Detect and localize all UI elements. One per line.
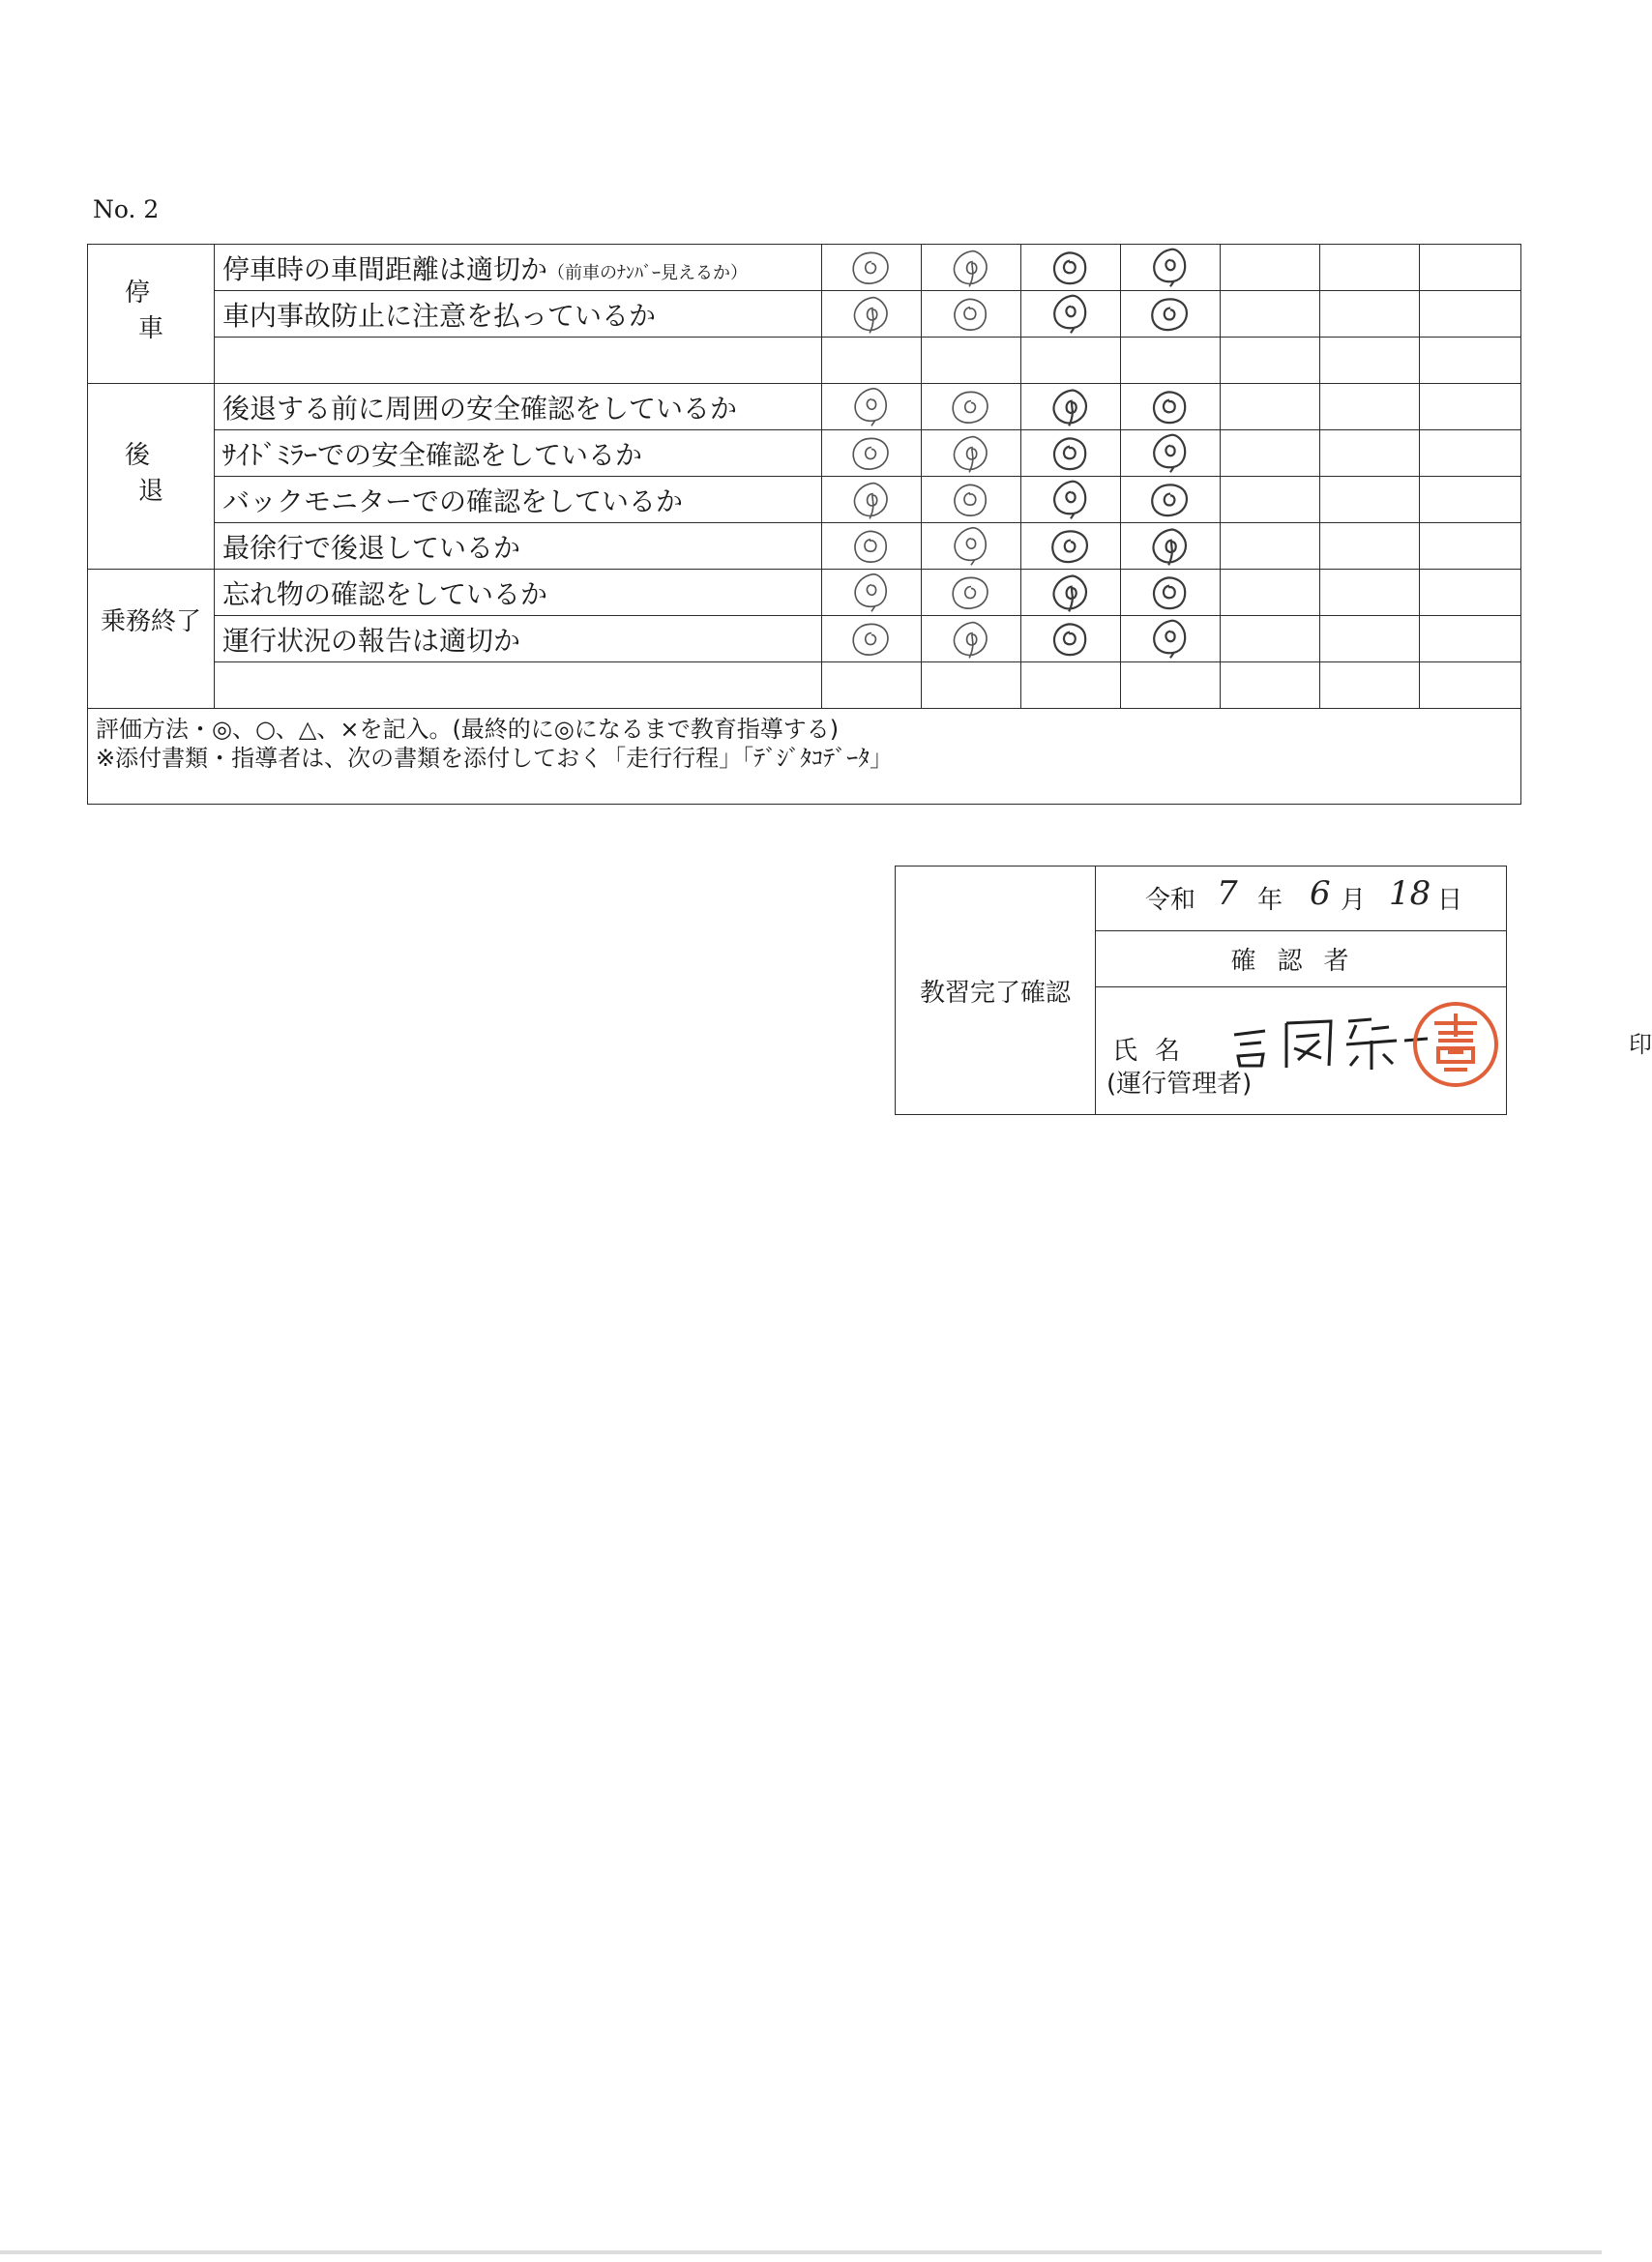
evaluation-cell xyxy=(922,338,1021,384)
evaluation-cell xyxy=(922,523,1021,570)
evaluation-cell xyxy=(922,245,1021,291)
evaluation-cell xyxy=(1420,245,1521,291)
evaluation-cell xyxy=(1021,523,1121,570)
evaluation-cell xyxy=(922,291,1021,338)
evaluation-cell xyxy=(1420,384,1521,430)
date-month-handwritten: 6 xyxy=(1310,874,1331,913)
evaluation-cell xyxy=(922,570,1021,616)
evaluation-cell xyxy=(922,477,1021,523)
evaluation-cell xyxy=(1420,616,1521,662)
double-circle-mark xyxy=(844,292,899,337)
evaluation-cell xyxy=(1320,523,1420,570)
double-circle-mark xyxy=(844,246,899,290)
evaluation-cell xyxy=(1221,245,1320,291)
table-row xyxy=(88,662,1521,709)
table-row xyxy=(88,523,1521,570)
evaluation-cell xyxy=(1021,616,1121,662)
double-circle-mark xyxy=(1143,478,1197,522)
double-circle-mark xyxy=(1143,385,1197,429)
document-number: No. 2 xyxy=(93,195,160,223)
evaluation-cell xyxy=(922,430,1021,477)
date-year-unit: 年 xyxy=(1257,886,1283,915)
double-circle-mark xyxy=(1044,524,1098,569)
double-circle-mark xyxy=(1143,617,1197,661)
evaluation-cell xyxy=(1121,245,1221,291)
evaluation-cell xyxy=(1320,477,1420,523)
double-circle-mark xyxy=(844,385,899,429)
operation-manager-label: (運行管理者) xyxy=(1106,1070,1253,1099)
date-era: 令和 xyxy=(1145,886,1196,915)
evaluation-table xyxy=(87,244,1521,805)
double-circle-mark xyxy=(944,246,998,290)
evaluation-method-note: 評価方法・◎、○、△、×を記入。(最終的に◎になるまで教育指導する) xyxy=(96,716,840,743)
evaluation-cell xyxy=(1320,662,1420,709)
table-row xyxy=(88,616,1521,662)
double-circle-mark xyxy=(844,524,899,569)
evaluation-cell xyxy=(1420,477,1521,523)
check-item-text: 運行状況の報告は適切か xyxy=(222,624,521,657)
check-item-text: ｻｲﾄﾞﾐﾗｰでの安全確認をしているか xyxy=(222,438,643,471)
check-item-text: 停車時の車間距離は適切か xyxy=(222,252,548,285)
table-row xyxy=(88,291,1521,338)
double-circle-mark xyxy=(944,385,998,429)
evaluation-cell xyxy=(1021,245,1121,291)
evaluation-cell xyxy=(822,523,922,570)
double-circle-mark xyxy=(1044,246,1098,290)
evaluation-cell xyxy=(1021,291,1121,338)
evaluation-cell xyxy=(1121,616,1221,662)
category-cell xyxy=(88,384,215,570)
evaluation-cell xyxy=(822,616,922,662)
check-item-cell xyxy=(215,616,822,662)
evaluation-cell xyxy=(1121,291,1221,338)
double-circle-mark xyxy=(1143,246,1197,290)
category-label: 乗務終了 xyxy=(100,607,201,636)
category-cell xyxy=(88,570,215,709)
evaluation-cell xyxy=(1121,338,1221,384)
evaluation-cell xyxy=(1221,616,1320,662)
double-circle-mark xyxy=(1143,431,1197,476)
check-item-cell xyxy=(215,291,822,338)
category-cell xyxy=(88,245,215,384)
check-item-text: 最徐行で後退しているか xyxy=(222,531,521,564)
evaluation-cell xyxy=(1221,523,1320,570)
double-circle-mark xyxy=(1044,571,1098,615)
evaluation-cell xyxy=(822,245,922,291)
evaluation-cell xyxy=(1420,662,1521,709)
category-label: 後 退 xyxy=(124,440,191,506)
evaluation-cell xyxy=(822,570,922,616)
double-circle-mark xyxy=(844,478,899,522)
check-item-text: バックモニターでの確認をしているか xyxy=(222,485,684,517)
evaluation-cell xyxy=(1320,291,1420,338)
evaluation-cell xyxy=(1021,430,1121,477)
evaluation-cell xyxy=(1021,570,1121,616)
double-circle-mark xyxy=(1143,524,1197,569)
evaluation-cell xyxy=(1121,662,1221,709)
evaluation-cell xyxy=(1221,662,1320,709)
check-item-text: 後退する前に周囲の安全確認をしているか xyxy=(222,392,738,425)
double-circle-mark xyxy=(844,617,899,661)
evaluation-cell xyxy=(1221,570,1320,616)
double-circle-mark xyxy=(1143,292,1197,337)
double-circle-mark xyxy=(944,431,998,476)
double-circle-mark xyxy=(944,617,998,661)
evaluation-cell xyxy=(1320,616,1420,662)
evaluation-cell xyxy=(822,430,922,477)
double-circle-mark xyxy=(1143,571,1197,615)
table-row xyxy=(88,570,1521,616)
confirmer-label: 確認者 xyxy=(1095,930,1506,987)
evaluation-cell xyxy=(922,616,1021,662)
table-row xyxy=(88,338,1521,384)
check-item-cell xyxy=(215,523,822,570)
check-item-cell xyxy=(215,384,822,430)
double-circle-mark xyxy=(944,478,998,522)
confirmation-title: 教習完了確認 xyxy=(896,867,1096,1114)
evaluation-cell xyxy=(822,384,922,430)
double-circle-mark xyxy=(944,524,998,569)
name-seal-stamp xyxy=(1409,998,1502,1091)
date-month-unit: 月 xyxy=(1341,886,1367,915)
double-circle-mark xyxy=(1044,617,1098,661)
evaluation-cell xyxy=(822,477,922,523)
evaluation-cell xyxy=(1021,384,1121,430)
evaluation-cell xyxy=(922,662,1021,709)
date-day-handwritten: 18 xyxy=(1389,874,1431,913)
seal-label: 印 xyxy=(1629,1031,1652,1058)
check-item-cell xyxy=(215,477,822,523)
check-item-text: 忘れ物の確認をしているか xyxy=(222,577,548,610)
completion-confirmation-box xyxy=(895,866,1652,1115)
evaluation-cell xyxy=(822,291,922,338)
evaluation-cell xyxy=(1420,570,1521,616)
check-item-cell xyxy=(215,570,822,616)
table-row xyxy=(88,384,1521,430)
evaluation-cell xyxy=(1420,291,1521,338)
double-circle-mark xyxy=(844,571,899,615)
check-item-cell xyxy=(215,430,822,477)
evaluation-cell xyxy=(1320,245,1420,291)
evaluation-cell xyxy=(1021,477,1121,523)
confirmer-name-row xyxy=(1095,986,1652,1114)
table-row xyxy=(88,477,1521,523)
category-label: 停 車 xyxy=(124,278,191,343)
check-item-cell xyxy=(215,245,822,291)
check-item-text: 車内事故防止に注意を払っているか xyxy=(222,299,657,332)
evaluation-cell xyxy=(1320,384,1420,430)
double-circle-mark xyxy=(944,292,998,337)
evaluation-cell xyxy=(822,338,922,384)
double-circle-mark xyxy=(944,571,998,615)
evaluation-cell xyxy=(1221,430,1320,477)
table-row xyxy=(88,430,1521,477)
evaluation-cell xyxy=(1320,430,1420,477)
check-item-cell xyxy=(215,338,822,384)
evaluation-cell xyxy=(1221,338,1320,384)
evaluation-cell xyxy=(1121,430,1221,477)
evaluation-cell xyxy=(1021,338,1121,384)
name-label: 氏名 xyxy=(1112,1037,1198,1066)
evaluation-cell xyxy=(1221,384,1320,430)
evaluation-cell xyxy=(822,662,922,709)
evaluation-cell xyxy=(1420,523,1521,570)
evaluation-cell xyxy=(1121,570,1221,616)
double-circle-mark xyxy=(1044,478,1098,522)
attachment-note: ※添付書類・指導者は、次の書類を添付しておく「走行行程」「ﾃﾞｼﾞﾀｺﾃﾞｰﾀ」 xyxy=(96,745,894,772)
evaluation-cell xyxy=(1420,338,1521,384)
evaluation-cell xyxy=(1121,523,1221,570)
confirmation-date-row xyxy=(1095,867,1506,931)
evaluation-cell xyxy=(1021,662,1121,709)
evaluation-cell xyxy=(1420,430,1521,477)
check-item-note: （前車のﾅﾝﾊﾞｰ見えるか） xyxy=(547,262,749,283)
date-day-unit: 日 xyxy=(1437,886,1463,915)
evaluation-cell xyxy=(922,384,1021,430)
handwritten-signature xyxy=(1226,1006,1430,1073)
evaluation-cell xyxy=(1221,291,1320,338)
date-year-handwritten: 7 xyxy=(1217,874,1238,913)
double-circle-mark xyxy=(1044,385,1098,429)
evaluation-cell xyxy=(1221,477,1320,523)
evaluation-notes xyxy=(88,709,1521,805)
scan-edge-line xyxy=(0,2250,1602,2254)
check-item-cell xyxy=(215,662,822,709)
evaluation-cell xyxy=(1121,477,1221,523)
double-circle-mark xyxy=(1044,431,1098,476)
table-row xyxy=(88,245,1521,291)
evaluation-cell xyxy=(1320,570,1420,616)
double-circle-mark xyxy=(844,431,899,476)
evaluation-cell xyxy=(1320,338,1420,384)
evaluation-cell xyxy=(1121,384,1221,430)
double-circle-mark xyxy=(1044,292,1098,337)
